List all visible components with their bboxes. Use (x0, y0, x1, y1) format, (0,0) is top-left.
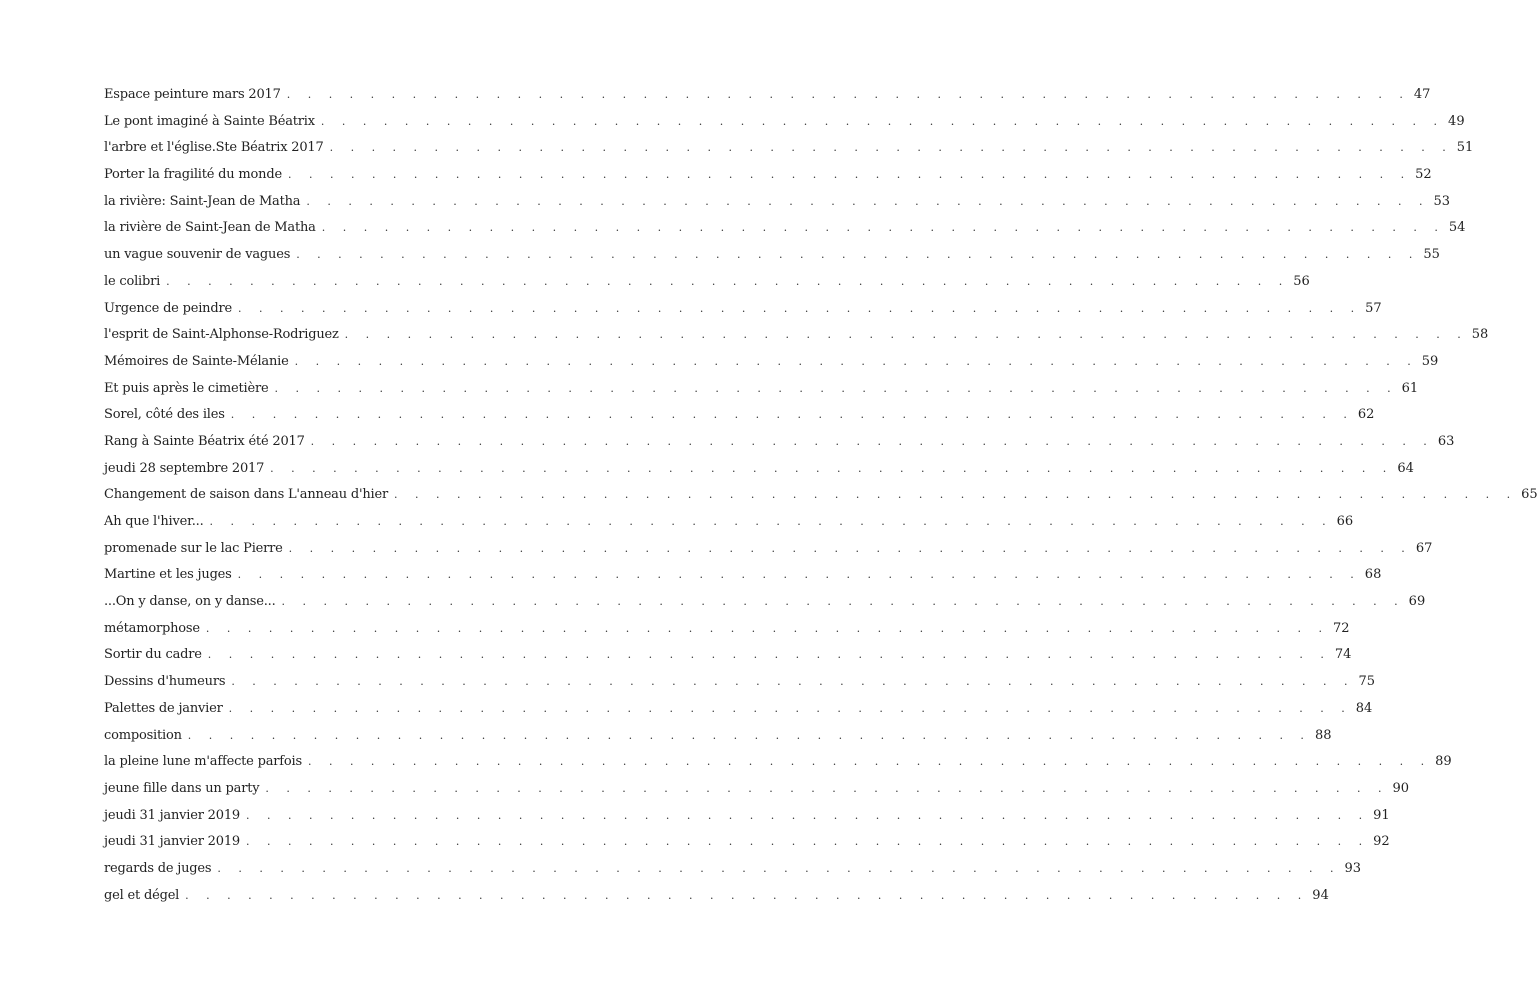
dot-leader: . . . . . . . . . . . . . . . . . . . . . . . . . . . . . . . . . . . . . . . . . . . . . . . . . . . . . . (217, 861, 1341, 875)
table-of-contents (104, 82, 1538, 909)
toc-entry-page-number: 65 (1521, 487, 1538, 503)
toc-entry-page-number: 55 (1423, 247, 1440, 263)
toc-entry-page-number: 90 (1392, 780, 1410, 796)
dot-leader: . . . . . . . . . . . . . . . . . . . . . . . . . . . . . . . . . . . . . . . . . . . . . . . . . . . . . . (237, 568, 1361, 582)
toc-entry-title: la rivière: Saint-Jean de Matha (104, 193, 301, 209)
toc-entry-title: un vague souvenir de vagues (104, 247, 291, 263)
toc-entry-title: Et puis après le cimetière (104, 380, 269, 396)
toc-entry-page-number: 72 (1333, 620, 1350, 636)
toc-entry-title: composition (104, 727, 182, 743)
toc-entry-title: Rang à Sainte Béatrix été 2017 (104, 433, 305, 449)
dot-leader: . . . . . . . . . . . . . . . . . . . . . . . . . . . . . . . . . . . . . . . . . . . . . . . . . . . . . . (209, 515, 1333, 528)
dot-leader: . . . . . . . . . . . . . . . . . . . . . . . . . . . . . . . . . . . . . . . . . . . . . . . . . . . . . . (230, 408, 1354, 422)
toc-entry-title: Ah que l'hiver... (104, 514, 204, 529)
toc-entry-page-number: 92 (1373, 834, 1390, 850)
toc-entry[interactable] (104, 376, 1419, 403)
toc-entry-page-number: 62 (1357, 407, 1375, 423)
toc-entry-title: Sortir du cadre (104, 647, 202, 663)
toc-entry-page-number: 56 (1293, 273, 1310, 289)
toc-entry-page-number: 67 (1415, 540, 1433, 556)
dot-leader: . . . . . . . . . . . . . . . . . . . . . . . . . . . . . . . . . . . . . . . . . . . . . . . . . . . . . . (187, 728, 1311, 742)
toc-entry-title: gel et dégel (104, 887, 180, 903)
toc-entry[interactable] (104, 82, 1431, 109)
toc-entry[interactable] (104, 482, 1538, 509)
dot-leader: . . . . . . . . . . . . . . . . . . . . . . . . . . . . . . . . . . . . . . . . . . . . . . . . . . . . . . (344, 328, 1468, 342)
toc-entry-title: Espace peinture mars 2017 (104, 87, 281, 102)
toc-entry[interactable] (104, 536, 1433, 563)
toc-entry[interactable] (104, 109, 1465, 136)
toc-entry-title: Le pont imaginé à Sainte Béatrix (104, 113, 315, 129)
toc-entry-title: jeudi 31 janvier 2019 (104, 807, 240, 823)
dot-leader: . . . . . . . . . . . . . . . . . . . . . . . . . . . . . . . . . . . . . . . . . . . . . . . . . . . . . . (310, 434, 1434, 448)
toc-entry-title: Dessins d'humeurs (104, 674, 226, 690)
dot-leader: . . . . . . . . . . . . . . . . . . . . . . . . . . . . . . . . . . . . . . . . . . . . . . . . . . . . . . (265, 781, 1389, 795)
toc-entry-title: jeudi 31 janvier 2019 (104, 834, 240, 850)
toc-entry[interactable] (104, 402, 1375, 429)
dot-leader: . . . . . . . . . . . . . . . . . . . . . . . . . . . . . . . . . . . . . . . . . . . . . . . . . . . . . . (286, 88, 1410, 101)
dot-leader: . . . . . . . . . . . . . . . . . . . . . . . . . . . . . . . . . . . . . . . . . . . . . . . . . . . . . . (245, 808, 1370, 822)
toc-entry[interactable] (104, 669, 1375, 696)
toc-entry-title: Urgence de peindre (104, 300, 232, 316)
toc-entry-page-number: 91 (1373, 807, 1390, 823)
toc-entry-page-number: 61 (1401, 380, 1419, 396)
toc-entry[interactable] (104, 616, 1350, 643)
toc-entry-title: Sorel, côté des iles (104, 407, 225, 423)
toc-entry-title: l'arbre et l'église.Ste Béatrix 2017 (104, 140, 324, 156)
toc-entry-page-number: 66 (1336, 514, 1354, 529)
dot-leader: . . . . . . . . . . . . . . . . . . . . . . . . . . . . . . . . . . . . . . . . . . . . . . . . . . . . . . (321, 221, 1445, 235)
toc-entry-title: la rivière de Saint-Jean de Matha (104, 220, 316, 236)
toc-entry-page-number: 64 (1397, 460, 1414, 476)
dot-leader: . . . . . . . . . . . . . . . . . . . . . . . . . . . . . . . . . . . . . . . . . . . . . . . . . . . . . . (320, 114, 1445, 128)
toc-entry-page-number: 88 (1314, 727, 1332, 743)
toc-entry-page-number: 74 (1334, 647, 1352, 663)
dot-leader: . . . . . . . . . . . . . . . . . . . . . . . . . . . . . . . . . . . . . . . . . . . . . . . . . . . . . . (281, 595, 1405, 609)
toc-entry[interactable] (104, 856, 1362, 883)
dot-leader: . . . . . . . . . . . . . . . . . . . . . . . . . . . . . . . . . . . . . . . . . . . . . . . . . . . . . . (288, 541, 1412, 555)
dot-leader: . . . . . . . . . . . . . . . . . . . . . . . . . . . . . . . . . . . . . . . . . . . . . . . . . . . . . . (274, 381, 1398, 395)
toc-entry-page-number: 54 (1448, 220, 1466, 236)
toc-entry[interactable] (104, 696, 1373, 723)
dot-leader: . . . . . . . . . . . . . . . . . . . . . . . . . . . . . . . . . . . . . . . . . . . . . . . . . . . . . . (306, 194, 1430, 208)
toc-entry[interactable] (104, 589, 1426, 616)
toc-entry-page-number: 58 (1471, 327, 1489, 343)
toc-entry-page-number: 47 (1413, 87, 1431, 102)
toc-entry-page-number: 51 (1456, 140, 1474, 156)
toc-entry[interactable] (104, 829, 1390, 856)
toc-entry-page-number: 69 (1408, 594, 1426, 610)
toc-entry[interactable] (104, 349, 1439, 376)
toc-entry-page-number: 94 (1312, 887, 1329, 903)
toc-entry-title: Changement de saison dans L'anneau d'hier (104, 487, 388, 503)
toc-entry-page-number: 57 (1365, 300, 1382, 316)
toc-entry-page-number: 68 (1364, 567, 1382, 583)
toc-entry-title: regards de juges (104, 860, 212, 876)
toc-entry[interactable] (104, 749, 1452, 776)
toc-entry[interactable] (104, 189, 1451, 216)
dot-leader: . . . . . . . . . . . . . . . . . . . . . . . . . . . . . . . . . . . . . . . . . . . . . . . . . . . . . . (245, 835, 1370, 849)
dot-leader: . . . . . . . . . . . . . . . . . . . . . . . . . . . . . . . . . . . . . . . . . . . . . . . . . . . . . . (270, 461, 1394, 475)
dot-leader: . . . . . . . . . . . . . . . . . . . . . . . . . . . . . . . . . . . . . . . . . . . . . . . . . . . . . . (238, 301, 1362, 315)
toc-entry-title: la pleine lune m'affecte parfois (104, 754, 302, 770)
toc-entry-page-number: 89 (1435, 754, 1452, 770)
toc-entry-title: jeune fille dans un party (104, 780, 260, 796)
toc-entry-title: jeudi 28 septembre 2017 (104, 460, 265, 476)
toc-entry[interactable] (104, 296, 1382, 323)
toc-entry-page-number: 75 (1358, 674, 1375, 690)
dot-leader: . . . . . . . . . . . . . . . . . . . . . . . . . . . . . . . . . . . . . . . . . . . . . . . . . . . . . . (185, 888, 1309, 902)
toc-entry-title: métamorphose (104, 620, 200, 636)
toc-entry[interactable] (104, 429, 1455, 456)
toc-entry[interactable] (104, 242, 1440, 269)
toc-entry-page-number: 49 (1448, 113, 1465, 129)
toc-entry-page-number: 63 (1437, 433, 1455, 449)
toc-entry-page-number: 52 (1415, 167, 1432, 183)
dot-leader: . . . . . . . . . . . . . . . . . . . . . . . . . . . . . . . . . . . . . . . . . . . . . . . . . . . . . . (231, 675, 1355, 689)
toc-entry[interactable] (104, 509, 1354, 536)
dot-leader: . . . . . . . . . . . . . . . . . . . . . . . . . . . . . . . . . . . . . . . . . . . . . . . . . . . . . . (287, 168, 1412, 182)
dot-leader: . . . . . . . . . . . . . . . . . . . . . . . . . . . . . . . . . . . . . . . . . . . . . . . . . . . . . . (307, 755, 1432, 769)
toc-entry[interactable] (104, 135, 1474, 162)
toc-entry-title: le colibri (104, 273, 161, 289)
dot-leader: . . . . . . . . . . . . . . . . . . . . . . . . . . . . . . . . . . . . . . . . . . . . . . . . . . . . . . (166, 274, 1290, 288)
toc-entry-page-number: 53 (1433, 193, 1451, 209)
toc-entry-page-number: 59 (1421, 353, 1439, 369)
toc-entry-title: promenade sur le lac Pierre (104, 540, 283, 556)
toc-entry-title: ...On y danse, on y danse... (104, 594, 276, 610)
dot-leader: . . . . . . . . . . . . . . . . . . . . . . . . . . . . . . . . . . . . . . . . . . . . . . . . . . . . . . (205, 621, 1329, 635)
toc-entry-title: Palettes de janvier (104, 700, 223, 716)
dot-leader: . . . . . . . . . . . . . . . . . . . . . . . . . . . . . . . . . . . . . . . . . . . . . . . . . . . . . . (294, 354, 1418, 368)
toc-entry[interactable] (104, 456, 1414, 483)
toc-entry[interactable] (104, 883, 1329, 910)
dot-leader: . . . . . . . . . . . . . . . . . . . . . . . . . . . . . . . . . . . . . . . . . . . . . . . . . . . . . . (207, 648, 1331, 662)
dot-leader: . . . . . . . . . . . . . . . . . . . . . . . . . . . . . . . . . . . . . . . . . . . . . . . . . . . . . . (393, 488, 1518, 502)
toc-entry[interactable] (104, 215, 1466, 242)
dot-leader: . . . . . . . . . . . . . . . . . . . . . . . . . . . . . . . . . . . . . . . . . . . . . . . . . . . . . . (329, 141, 1453, 155)
toc-entry-title: Porter la fragilité du monde (104, 167, 282, 183)
toc-entry-title: Mémoires de Sainte-Mélanie (104, 353, 289, 369)
toc-entry-title: Martine et les juges (104, 567, 232, 583)
dot-leader: . . . . . . . . . . . . . . . . . . . . . . . . . . . . . . . . . . . . . . . . . . . . . . . . . . . . . . (228, 701, 1352, 715)
toc-entry[interactable] (104, 723, 1332, 750)
toc-entry-title: l'esprit de Saint-Alphonse-Rodriguez (104, 327, 339, 343)
toc-entry[interactable] (104, 162, 1432, 189)
toc-entry[interactable] (104, 803, 1390, 830)
toc-entry[interactable] (104, 269, 1310, 296)
toc-entry[interactable] (104, 642, 1352, 669)
toc-entry[interactable] (104, 776, 1410, 803)
toc-entry-page-number: 84 (1355, 700, 1373, 716)
dot-leader: . . . . . . . . . . . . . . . . . . . . . . . . . . . . . . . . . . . . . . . . . . . . . . . . . . . . . . (296, 248, 1420, 262)
toc-entry[interactable] (104, 562, 1382, 589)
toc-entry[interactable] (104, 322, 1489, 349)
toc-entry-page-number: 93 (1344, 860, 1362, 876)
